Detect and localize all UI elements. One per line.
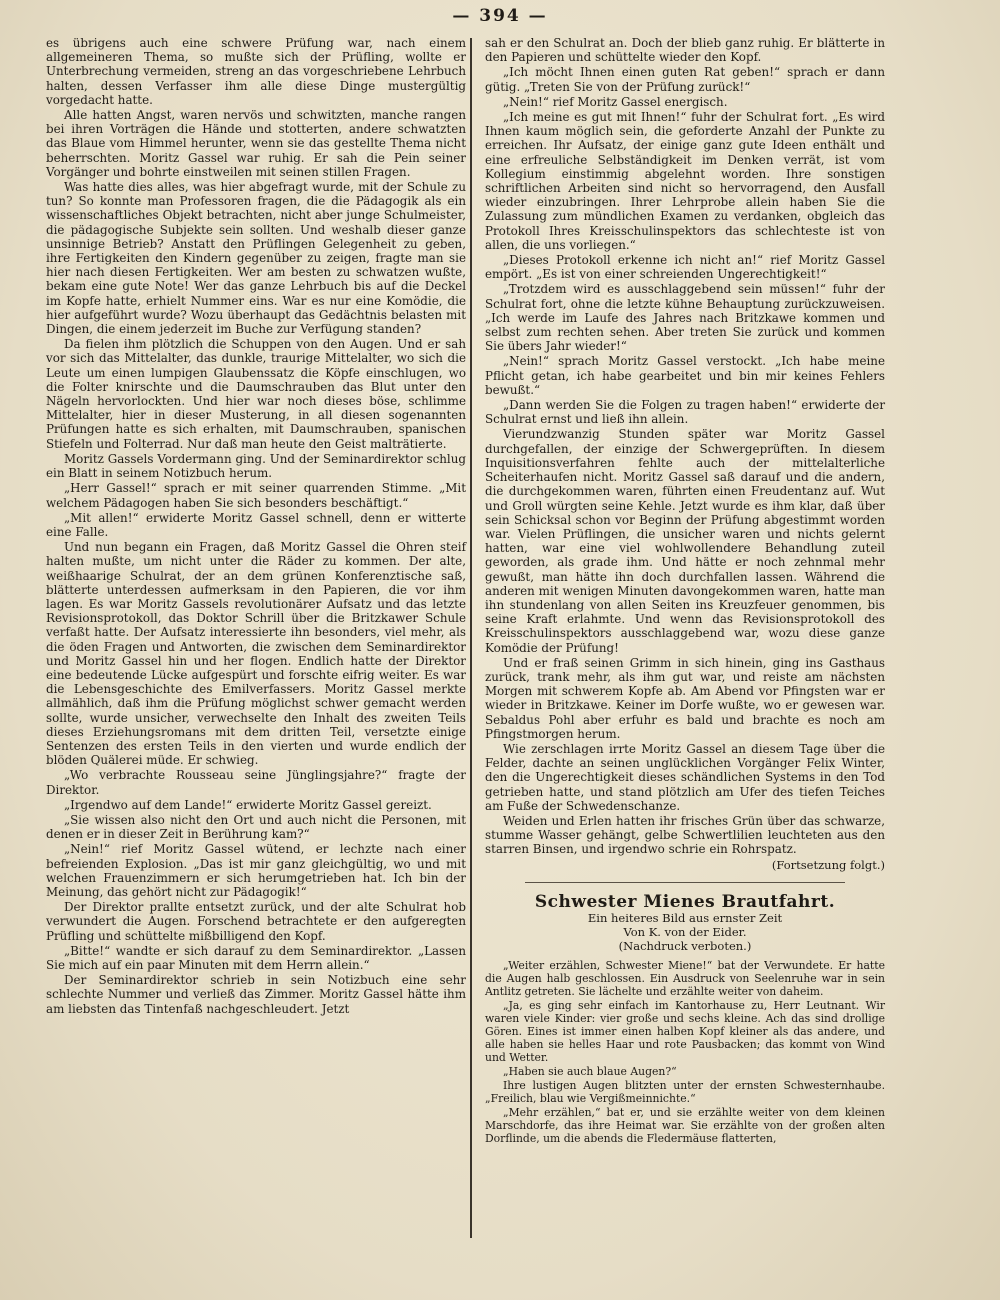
paragraph: Moritz Gassels Vordermann ging. Und der Seminardirektor schlug ein Blatt in seinem Notizbuch herum. — [46, 451, 466, 481]
paragraph: „Ich möcht Ihnen einen guten Rat geben!“ sprach er dann gütig. „Treten Sie von der Prüfung zurück!“ — [485, 65, 885, 94]
story-subtitle: Ein heiteres Bild aus ernster Zeit — [587, 910, 783, 925]
right-column — [485, 36, 885, 1276]
continued-note: (Fortsetzung folgt.) — [771, 857, 885, 872]
paragraph: „Sie wissen also nicht den Ort und auch nicht die Personen, mit denen er in dieser Zeit in Berührung kam?“ — [46, 812, 466, 842]
paragraph: „Ich meine es gut mit Ihnen!“ fuhr der Schulrat fort. „Es wird Ihnen kaum möglich sein, die geforderte Anzahl der Punkte zu erreichen. Ihr Aufsatz, der einige ganz gute Ideen enthält und eine erfreuliche Selbständigkeit im Denken verrät, ist vom Kollegium einstimmig abgelehnt worden. Ihre sonstigen schriftlichen Arbeiten sind nicht so hervorragend, den Ausfall wieder einzubringen. Ihrer Lehrprobe allein haben Sie die Zulassung zum mündlichen Examen zu verdanken, obgleich das Protokoll Ihres Kreisschulinspektors das schlechteste ist von allen, die uns vorliegen.“ — [485, 110, 885, 252]
paragraph: Weiden und Erlen hatten ihr frisches Grün über das schwarze, stumme Wasser gehängt, gelbe Schwertlilien leuchteten aus den starren Binsen, und irgendwo schrie ein Rohrspatz. — [485, 813, 885, 857]
paragraph: „Irgendwo auf dem Lande!“ erwiderte Moritz Gassel gereizt. — [64, 797, 432, 812]
paragraph: Da fielen ihm plötzlich die Schuppen von den Augen. Und er sah vor sich das Mittelalter, das dunkle, traurige Mittelalter, wo sich die Leute um einen lumpigen Glaubenssatz die Köpfe einschlugen, wo die Folter knirschte und die Daumschrauben das Blut unter den Nägeln hervorlockten. Und hier war noch dieses böse, schlimme Mittelalter, hier in dieser Musterung, in all diesen sogenannten Prüfungen hatte es sich erhalten, mit Daumschrauben, spanischen Stiefeln und Folterrad. Nur daß man heute den Geist malträtierte. — [46, 337, 466, 451]
paragraph: „Dieses Protokoll erkenne ich nicht an!“ rief Moritz Gassel empört. „Es ist von einer schreienden Ungerechtigkeit!“ — [485, 253, 885, 282]
paragraph: Der Seminardirektor schrieb in sein Notizbuch eine sehr schlechte Nummer und verließ das Zimmer. Moritz Gassel hätte ihm am liebsten das Tintenfaß nachgeschleudert. Jetzt — [46, 973, 466, 1016]
column-divider — [470, 38, 472, 1238]
paragraph: „Dann werden Sie die Folgen zu tragen haben!“ erwiderte der Schulrat ernst und ließ ihn allein. — [485, 398, 885, 427]
story-divider — [525, 882, 845, 883]
paragraph: „Haben sie auch blaue Augen?“ — [503, 1064, 677, 1078]
paragraph: „Nein!“ rief Moritz Gassel energisch. — [503, 94, 728, 109]
left-column — [46, 36, 466, 1276]
paragraph: „Trotzdem wird es ausschlaggebend sein müssen!“ fuhr der Schulrat fort, ohne die letzte kühne Behauptung zurückzuweisen. „Ich werde im Laufe des Jahres nach Britzkawe kommen und selbst zum rechten sehen. Aber treten Sie zurück und kommen Sie übers Jahr wieder!“ — [485, 282, 885, 354]
paragraph: Vierundzwanzig Stunden später war Moritz Gassel durchgefallen, der einzige der Schwergeprüften. In diesem Inquisitionsverfahren fehlte auch der mittelalterliche Scheiterhaufen nicht. Moritz Gassel saß darauf und die andern, die durchgekommen waren, führten einen Freudentanz auf. Wut und Groll würgten seine Kehle. Jetzt wurde es ihm klar, daß über sein Schicksal schon vor Beginn der Prüfung abgestimmt worden war. Vielen Prüflingen, die unsicher waren und nichts gelernt hatten, war eine viel wohlwollendere Behandlung zuteil geworden, als grade ihm. Und hätte er noch zehnmal mehr gewußt, man hätte ihn doch durchfallen lassen. Während die anderen mit wenigen Minuten davongekommen waren, hatte man ihn stundenlang von allen Seiten ins Kreuzfeuer genommen, bis seine Kraft erlahmte. Und wenn das Revisionsprotokoll des Kreisschulinspektors ausschlaggebend war, wozu diese ganze Komödie der Prüfung! — [485, 427, 885, 655]
paragraph: „Weiter erzählen, Schwester Miene!“ bat der Verwundete. Er hatte die Augen halb geschlossen. Ein Ausdruck von Seelenruhe war in sein Antlitz getreten. Sie lächelte und erzählte weiter von daheim. — [485, 958, 885, 998]
paragraph: „Bitte!“ wandte er sich darauf zu dem Seminardirektor. „Lassen Sie mich auf ein paar Minuten mit dem Herrn allein.“ — [46, 943, 466, 972]
paragraph: Und nun begann ein Fragen, daß Moritz Gassel die Ohren steif halten mußte, um nicht unter die Räder zu kommen. Der alte, weißhaarige Schulrat, der an dem grünen Konferenztische saß, blätterte unterdessen aufmerksam in den Papieren, die vor ihm lagen. Es war Moritz Gassels revolutionärer Aufsatz und das letzte Revisionsprotokoll, das Doktor Schrill über die Britzkawer Schule verfaßt hatte. Der Aufsatz interessierte ihn besonders, viel mehr, als die öden Fragen und Antworten, die zwischen dem Seminardirektor und Moritz Gassel hin und her flogen. Endlich hatte der Direktor eine bedeutende Lücke aufgespürt und forschte eifrig weiter. Es war die Lebensgeschichte des Emilverfassers. Moritz Gassel merkte allmählich, daß ihm die Prüfung möglichst schwer gemacht werden sollte, wurde unsicher, verwechselte den Inhalt des zweiten Teils dieses Erziehungsromans mit dem dritten Teil, versetzte einige Sentenzen des ersten Teils in den vierten und wurde endlich der blöden Quälerei müde. Er schwieg. — [46, 540, 466, 768]
paragraph: Was hatte dies alles, was hier abgefragt wurde, mit der Schule zu tun? So konnte man Professoren fragen, die die Pädagogik als ein wissenschaftliches Objekt betrachten, nicht aber junge Schulmeister, die pädagogische Subjekte sein sollten. Und weshalb dieser ganze unsinnige Betrieb? Anstatt den Prüflingen Gelegenheit zu geben, ihre Fertigkeiten den Kindern gegenüber zu zeigen, fragte man sie hier nach diesen Fertigkeiten. Wer am besten zu schwatzen wußte, bekam eine gute Note! Wer das ganze Lehrbuch bis auf die Deckel im Kopfe hatte, erhielt Nummer eins. War es nur eine Komödie, die hier aufgeführt wurde? Wozu überhaupt das Gedächtnis belasten mit Dingen, die einem jederzeit im Buche zur Verfügung standen? — [46, 180, 466, 337]
paragraph: Ihre lustigen Augen blitzten unter der ernsten Schwesternhaube. „Freilich, blau wie Vergißmeinnichte.“ — [485, 1078, 885, 1105]
story-title: Schwester Mienes Brautfahrt. — [534, 891, 836, 912]
story-author: Von K. von der Eider. — [623, 924, 747, 939]
story-body — [485, 959, 885, 1145]
paragraph: „Mehr erzählen,“ bat er, und sie erzählte weiter von dem kleinen Marschdorfe, das ihre Heimat war. Sie erzählte von der großen alten Dorflinde, um die abends die Fledermäuse flatterten, — [485, 1105, 885, 1145]
page-number: — 394 — — [452, 6, 548, 26]
paragraph: sah er den Schulrat an. Doch der blieb ganz ruhig. Er blätterte in den Papieren und schüttelte wieder den Kopf. — [485, 36, 885, 65]
paragraph: „Mit allen!“ erwiderte Moritz Gassel schnell, denn er witterte eine Falle. — [46, 510, 466, 539]
paragraph: „Nein!“ sprach Moritz Gassel verstockt. „Ich habe meine Pflicht getan, ich habe gearbeitet und bin mir keines Fehlers bewußt.“ — [485, 354, 885, 397]
story-heading — [485, 891, 885, 953]
paragraph: es übrigens auch eine schwere Prüfung war, nach einem allgemeineren Thema, so mußte sich der Prüfling, wollte er Unterbrechung vermeiden, streng an das vorgeschriebene Lehrbuch halten, dessen Verfasser ihm alle diese Dinge mustergültig vorgedacht hatte. — [46, 36, 466, 107]
paragraph: „Wo verbrachte Rousseau seine Jünglingsjahre?“ fragte der Direktor. — [46, 768, 466, 797]
reprint-note: (Nachdruck verboten.) — [618, 938, 752, 953]
paragraph: „Nein!“ rief Moritz Gassel wütend, er lechzte nach einer befreienden Explosion. „Das ist mir ganz gleichgültig, wo und mit welchen Frauenzimmern er sich herumgetrieben hat. Ich bin der Meinung, das gehört nicht zur Pädagogik!“ — [46, 842, 466, 899]
paragraph: „Ja, es ging sehr einfach im Kantorhause zu, Herr Leutnant. Wir waren viele Kinder: vier große und sechs kleine. Ach das sind drollige Gören. Eines ist immer einen halben Kopf kleiner als das andere, und alle haben sie helles Haar und rote Pausbacken; das kommt von Wind und Wetter. — [485, 998, 885, 1064]
paragraph: Alle hatten Angst, waren nervös und schwitzten, manche rangen bei ihren Vorträgen die Hände und stotterten, andere schwatzten das Blaue vom Himmel herunter, wenn sie das gestellte Thema nicht beherrschten. Moritz Gassel war ruhig. Er sah die Pein seiner Vorgänger und bohrte einstweilen mit seinen stillen Fragen. — [46, 108, 466, 179]
paragraph: Und er fraß seinen Grimm in sich hinein, ging ins Gasthaus zurück, trank mehr, als ihm gut war, und reiste am nächsten Morgen mit schwerem Kopfe ab. Am Abend vor Pfingsten war er wieder in Britzkawe. Keiner im Dorfe wußte, wo er gewesen war. Sebaldus Pohl aber erfuhr es bald und brachte es noch am Pfingstmorgen herum. — [485, 655, 885, 741]
paragraph: „Herr Gassel!“ sprach er mit seiner quarrenden Stimme. „Mit welchem Pädagogen haben Sie sich besonders beschäftigt.“ — [46, 481, 466, 510]
paragraph: Wie zerschlagen irrte Moritz Gassel an diesem Tage über die Felder, dachte an seinen unglücklichen Vorgänger Felix Winter, den die Ungerechtigkeit dieses schändlichen Systems in den Tod getrieben hatte, und stand plötzlich am Ufer des tiefen Teiches am Fuße der Schwedenschanze. — [485, 741, 885, 813]
paragraph: Der Direktor prallte entsetzt zurück, und der alte Schulrat hob verwundert die Augen. Forschend betrachtete er den aufgeregten Prüfling und schüttelte mißbilligend den Kopf. — [46, 900, 466, 943]
